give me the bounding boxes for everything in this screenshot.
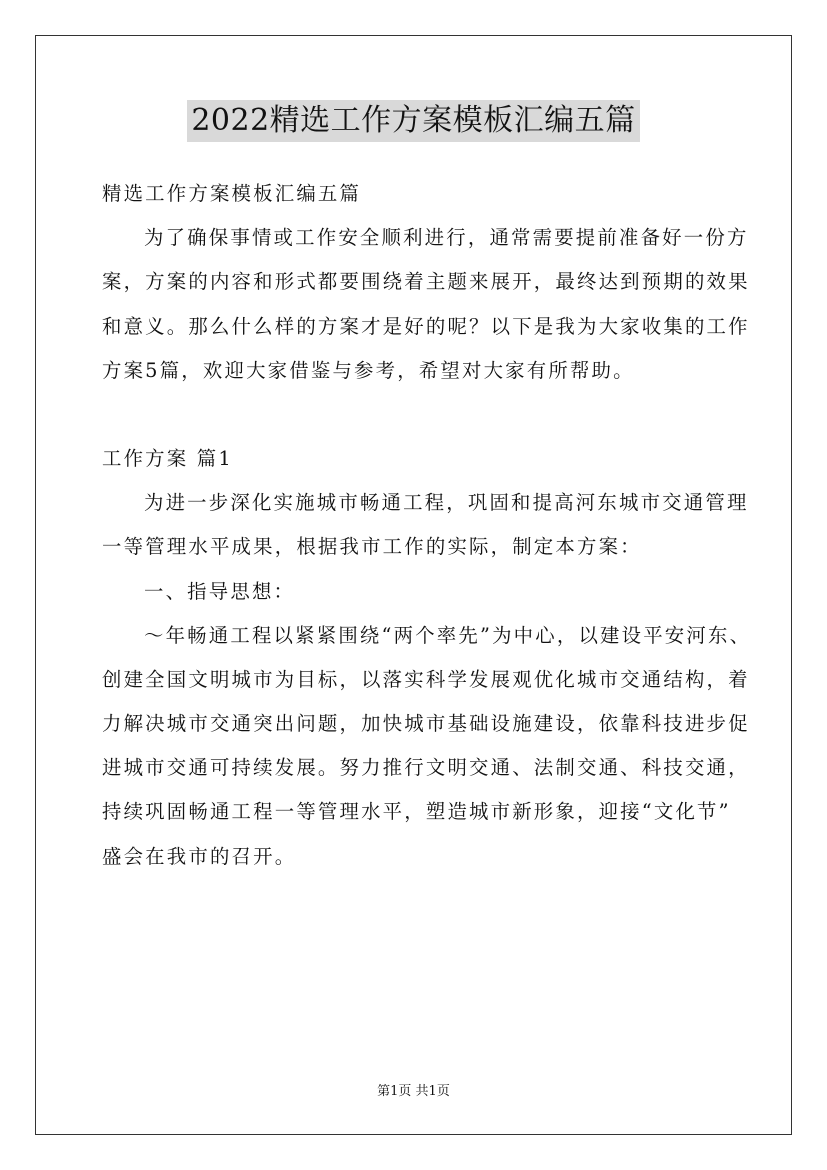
paragraph-line: 为进一步深化实施城市畅通工程，巩固和提高河东城市交通管理 [144,491,749,515]
intro-line: 和意义。那么什么样的方案才是好的呢？以下是我为大家收集的工作 [102,314,750,338]
paragraph-line: ～年畅通工程以紧紧围绕“两个率先”为中心，以建设平安河东、 [144,623,752,647]
section-heading: 工作方案 篇1 [102,446,233,470]
title-container [0,100,827,142]
document-body [102,172,752,879]
paragraph-line: 力解决城市交通突出问题，加快城市基础设施建设，依靠科技进步促 [102,712,750,736]
paragraph-line: 进城市交通可持续发展。努力推行文明交通、法制交通、科技交通， [102,756,750,780]
paragraph-gap [102,393,736,437]
subtitle: 精选工作方案模板汇编五篇 [102,182,362,205]
paragraph-line: 一等管理水平成果，根据我市工作的实际，制定本方案： [102,535,642,559]
sub-heading: 一、指导思想： [144,579,296,603]
document-title: 2022精选工作方案模板汇编五篇 [187,100,639,142]
paragraph-line: 持续巩固畅通工程一等管理水平，塑造城市新形象，迎接“文化节” [102,800,731,824]
paragraph-line: 创建全国文明城市为目标，以落实科学发展观优化城市交通结构，着 [102,667,750,691]
intro-line: 为了确保事情或工作安全顺利进行，通常需要提前准备好一份方 [144,226,749,250]
paragraph-line: 盛会在我市的召开。 [102,844,297,868]
intro-line: 案，方案的内容和形式都要围绕着主题来展开，最终达到预期的效果 [102,270,750,294]
intro-line: 方案5篇，欢迎大家借鉴与参考，希望对大家有所帮助。 [102,358,635,382]
page-footer: 第1页 共1页 [377,1084,450,1099]
